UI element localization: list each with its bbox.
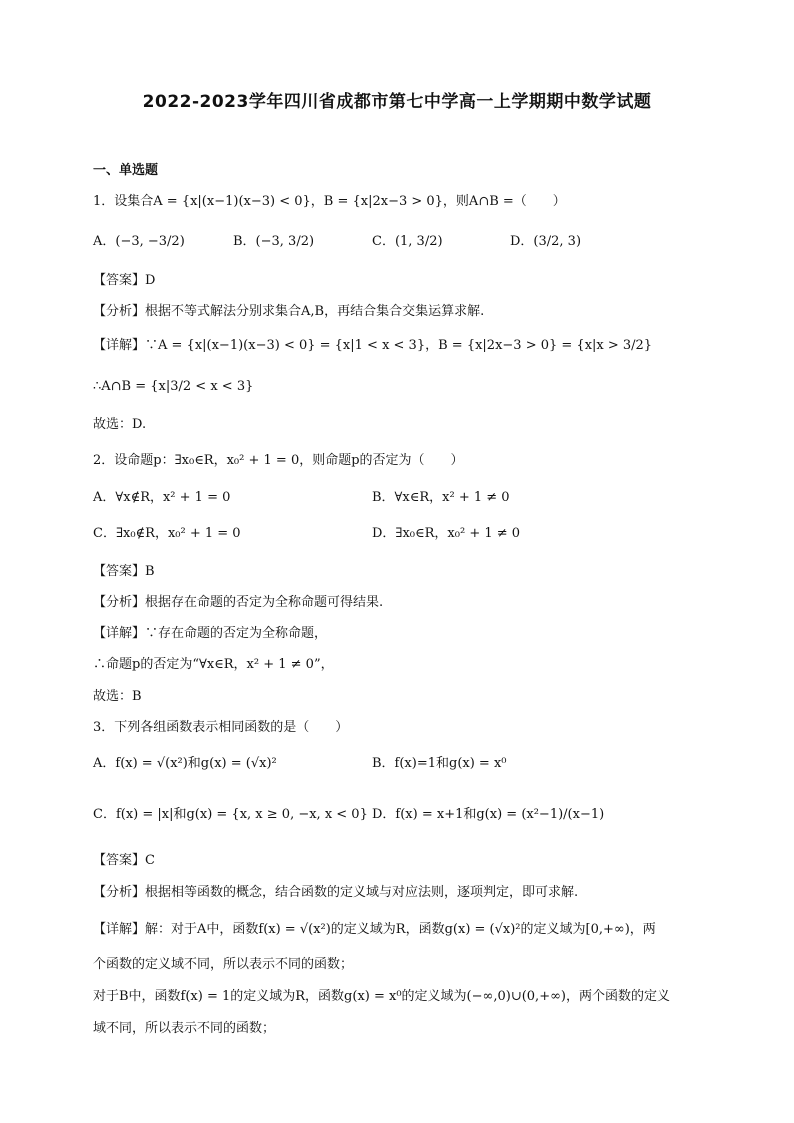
q1-option-a: A．(−3, −3/2) bbox=[93, 234, 185, 249]
q2-answer: 【答案】B bbox=[93, 564, 155, 579]
q1-detail-2: ∴A∩B = {x|3/2 < x < 3} bbox=[93, 379, 254, 394]
q2-option-c: C．∃x₀∉R，x₀² + 1 = 0 bbox=[93, 526, 241, 541]
q2-detail-2: ∴命题p的否定为“∀x∈R，x² + 1 ≠ 0”， bbox=[93, 657, 334, 672]
q1-option-b: B．(−3, 3/2) bbox=[233, 234, 315, 249]
q3-option-c: C．f(x) = |x|和g(x) = {x, x ≥ 0, −x, x < 0} bbox=[93, 807, 368, 822]
q2-detail-1: 【详解】∵存在命题的否定为全称命题， bbox=[93, 626, 328, 641]
q1-detail-1: 【详解】∵A = {x|(x−1)(x−3) < 0} = {x|1 < x < 3}，B = {x|2x−3 > 0} = {x|x > 3/2} bbox=[93, 338, 653, 353]
q3-option-a: A．f(x) = √(x²)和g(x) = (√x)² bbox=[93, 756, 277, 771]
q2-choice: 故选：B bbox=[93, 689, 142, 704]
q2-option-b: B．∀x∈R，x² + 1 ≠ 0 bbox=[372, 490, 510, 505]
q2-analysis: 【分析】根据存在命题的否定为全称命题可得结果. bbox=[93, 595, 384, 610]
q1-option-d: D．(3/2, 3) bbox=[510, 234, 582, 249]
document-title: 2022-2023学年四川省成都市第七中学高一上学期期中数学试题 bbox=[142, 92, 652, 112]
q3-detail-3: 对于B中，函数f(x) = 1的定义域为R，函数g(x) = x⁰的定义域为(−∞,0)∪(0,+∞)，两个函数的定义 bbox=[93, 989, 670, 1004]
q1-answer: 【答案】D bbox=[93, 273, 156, 288]
section-header: 一、单选题 bbox=[93, 163, 159, 178]
q1-stem: 1．设集合A = {x|(x−1)(x−3) < 0}，B = {x|2x−3 > 0}，则A∩B =（ ） bbox=[93, 194, 566, 209]
q3-option-b: B．f(x)=1和g(x) = x⁰ bbox=[372, 756, 507, 771]
q3-detail-1: 【详解】解：对于A中，函数f(x) = √(x²)的定义域为R，函数g(x) = (√x)²的定义域为[0,+∞)，两 bbox=[93, 922, 656, 937]
q3-analysis: 【分析】根据相等函数的概念，结合函数的定义域与对应法则，逐项判定，即可求解. bbox=[93, 885, 579, 900]
q3-answer: 【答案】C bbox=[93, 853, 155, 868]
q2-option-d: D．∃x₀∈R，x₀² + 1 ≠ 0 bbox=[372, 526, 521, 541]
q3-detail-4: 域不同，所以表示不同的函数； bbox=[93, 1021, 276, 1036]
q1-choice: 故选：D. bbox=[93, 417, 147, 432]
q1-option-c: C．(1, 3/2) bbox=[372, 234, 443, 249]
q2-stem: 2．设命题p：∃x₀∈R，x₀² + 1 = 0，则命题p的否定为（ ） bbox=[93, 453, 464, 468]
q2-option-a: A．∀x∉R，x² + 1 = 0 bbox=[93, 490, 231, 505]
q1-analysis: 【分析】根据不等式解法分别求集合A,B，再结合集合交集运算求解. bbox=[93, 304, 485, 319]
q3-option-d: D．f(x) = x+1和g(x) = (x²−1)/(x−1) bbox=[372, 807, 605, 822]
q3-stem: 3．下列各组函数表示相同函数的是（ ） bbox=[93, 720, 349, 735]
q3-detail-2: 个函数的定义域不同，所以表示不同的函数； bbox=[93, 957, 354, 972]
